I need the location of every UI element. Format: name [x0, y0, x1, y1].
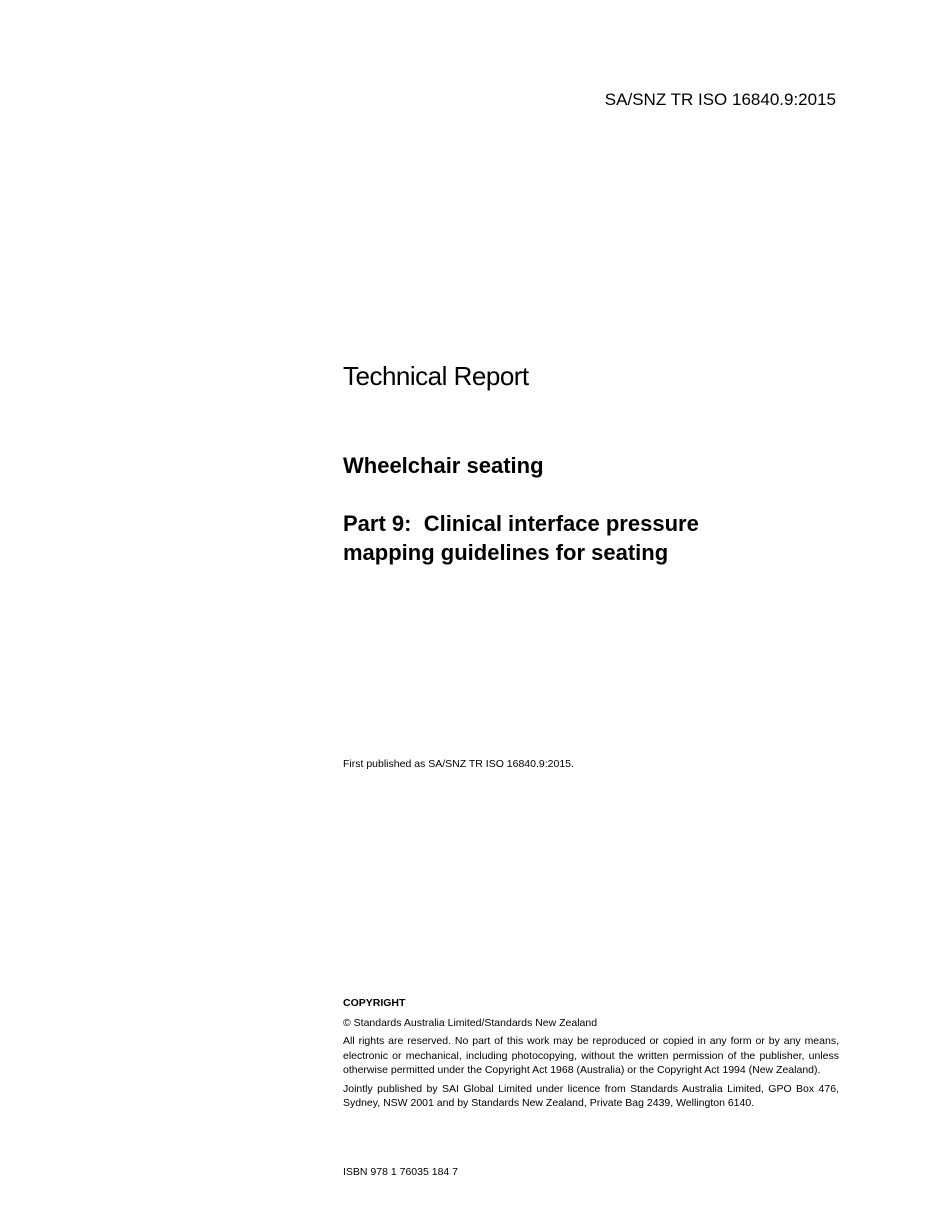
copyright-owner: © Standards Australia Limited/Standards New Zealand [343, 1016, 598, 1029]
first-published-note: First published as SA/SNZ TR ISO 16840.9:2015. [343, 758, 574, 770]
copyright-rights: All rights are reserved. No part of this work may be reproduced or copied in any form or by any means, electronic or mechanical, including photocopying, without the written permission of the publisher, unless otherwise permitted under the Copyright Act 1968 (Australia) or the Copyright Act 1994 (New Zealand). [343, 1035, 839, 1076]
document-title: Wheelchair seating [343, 453, 544, 478]
copyright-publisher: Jointly published by SAI Global Limited under licence from Standards Australia Limited, GPO Box 476, Sydney, NSW 2001 and by Standards New Zealand, Private Bag 2439, Wellington 6140. [343, 1082, 839, 1109]
part-title-line-2: mapping guidelines for seating [343, 540, 669, 565]
part-title-line-1: Part 9: Clinical interface pressure [343, 511, 699, 536]
copyright-heading: COPYRIGHT [343, 997, 406, 1009]
document-id: SA/SNZ TR ISO 16840.9:2015 [604, 90, 836, 109]
report-type-heading: Technical Report [343, 361, 529, 391]
isbn: ISBN 978 1 76035 184 7 [343, 1166, 459, 1178]
part-title [343, 509, 843, 567]
copyright-block [343, 996, 839, 1115]
